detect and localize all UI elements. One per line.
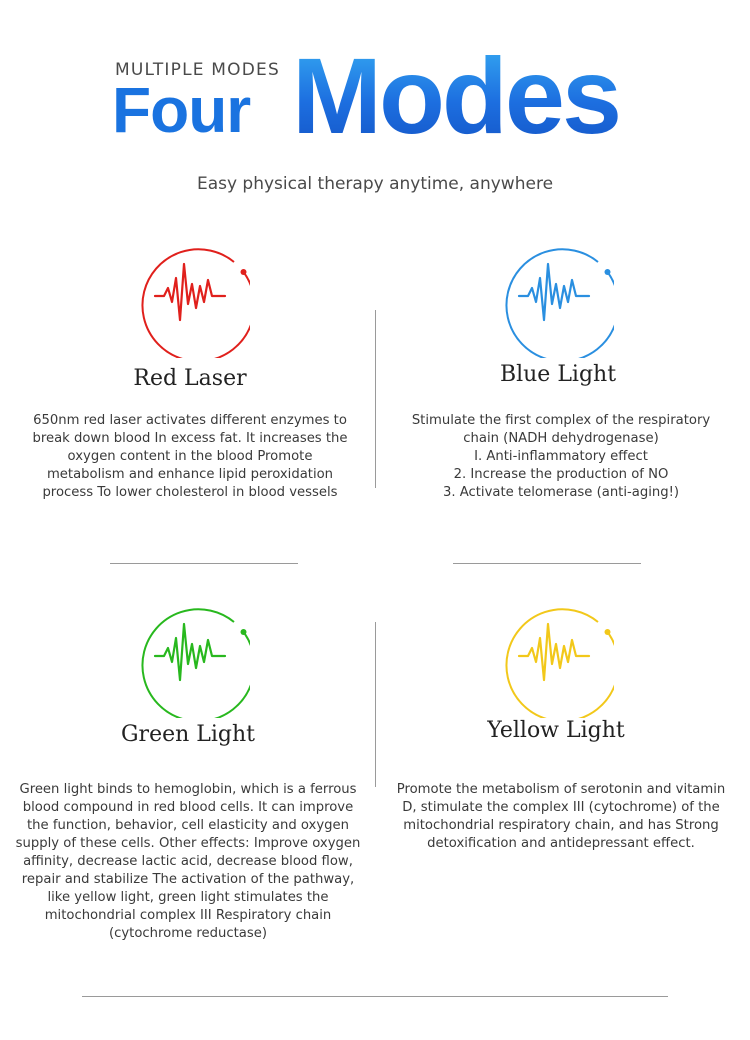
page-subtitle: Easy physical therapy anytime, anywhere [196,174,554,194]
vertical-divider-top [375,310,376,488]
mode-description-yellow-light: Promote the metabolism of serotonin and vitamin D, stimulate the complex III (cytochrome) of the mitochondrial respiratory chain, and has Strong detoxification and antidepressant effect. [396,782,726,851]
header-eyebrow: MULTIPLE MODES [115,60,280,80]
horizontal-divider-left [110,563,298,564]
mode-title-green-light: Green Light [120,722,256,747]
vertical-divider-bottom [375,622,376,787]
footer-divider [82,996,668,997]
red-heartbeat-icon [130,238,250,358]
mode-title-yellow-light: Yellow Light [487,718,625,743]
blue-heartbeat-icon [494,238,614,358]
mode-description-green-light: Green light binds to hemoglobin, which is a ferrous blood compound in red blood cells. It can improve the function, behavior, cell elasticity and oxygen supply of these cells. Other effects: Improve oxygen affinity, decrease lactic acid, decrease blood flow, repair and stabilize The activation of the pathway, like yellow light, green light stimulates the mitochondrial complex III Respiratory chain (cytochrome reductase) [15,782,361,941]
mode-title-red-laser: Red Laser [133,366,247,391]
green-heartbeat-icon [130,598,250,718]
yellow-heartbeat-icon [494,598,614,718]
mode-description-blue-light: Stimulate the first complex of the respiratory chain (NADH dehydrogenase) I. Anti-inflammatory effect 2. Increase the production of NO 3. Activate telomerase (anti-aging!) [411,413,711,500]
mode-title-blue-light: Blue Light [499,362,617,387]
horizontal-divider-right [453,563,641,564]
title-four: Four [112,74,251,146]
mode-description-red-laser: 650nm red laser activates different enzymes to break down blood In excess fat. It increases the oxygen content in the blood Promote metabolism and enhance lipid peroxidation process To lower cholesterol in blood vessels [32,413,348,500]
title-modes: Modes [292,35,620,156]
